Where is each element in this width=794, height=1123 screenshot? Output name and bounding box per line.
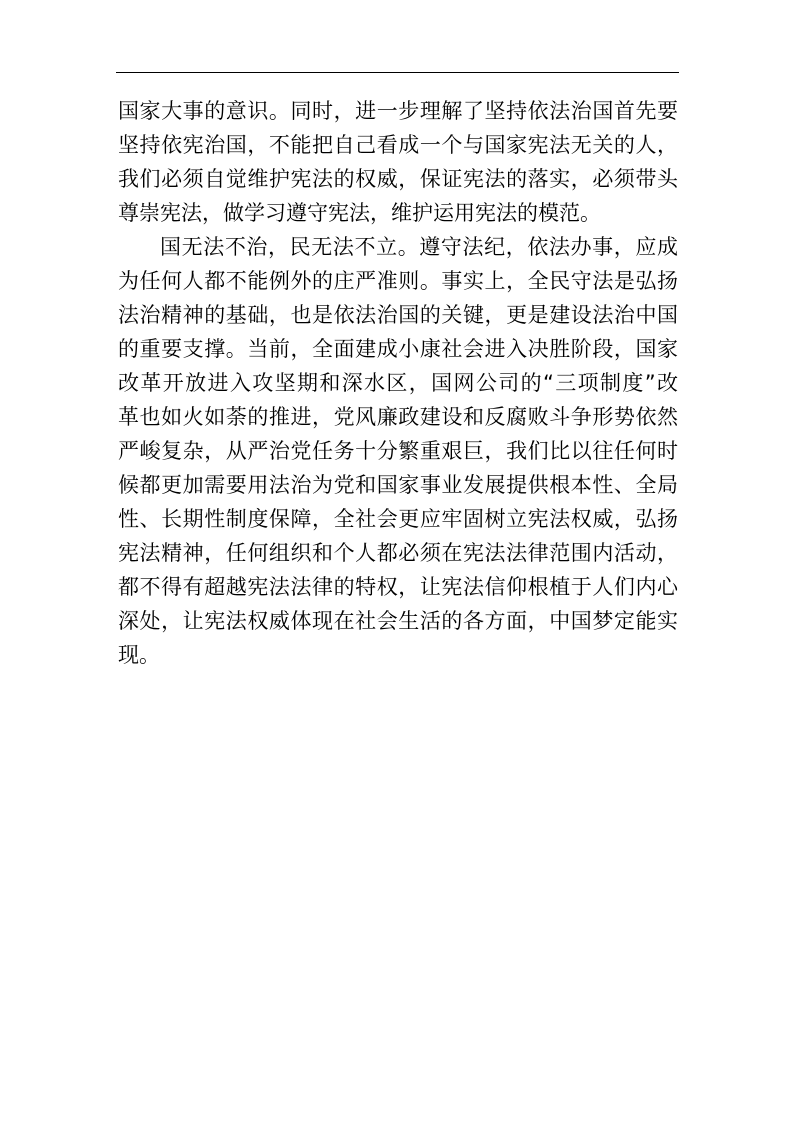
text-line: 改革开放进入攻坚期和深水区，国网公司的“三项制度”改 — [118, 371, 678, 395]
text-line: 国家大事的意识。同时，进一步理解了坚持依法治国首先要 — [118, 99, 678, 123]
text-line: 坚持依宪治国，不能把自己看成一个与国家宪法无关的人， — [118, 133, 678, 157]
text-line: 候都更加需要用法治为党和国家事业发展提供根本性、全局 — [118, 473, 678, 497]
text-line: 我们必须自觉维护宪法的权威，保证宪法的落实，必须带头 — [118, 167, 678, 191]
text-line: 严峻复杂，从严治党任务十分繁重艰巨，我们比以往任何时 — [118, 439, 678, 463]
text-line: 为任何人都不能例外的庄严准则。事实上，全民守法是弘扬 — [118, 269, 678, 293]
text-line: 深处，让宪法权威体现在社会生活的各方面，中国梦定能实 — [118, 609, 678, 633]
text-line: 宪法精神，任何组织和个人都必须在宪法法律范围内活动， — [118, 541, 678, 565]
paragraph-1 — [118, 94, 678, 230]
text-line: 性、长期性制度保障，全社会更应牢固树立宪法权威，弘扬 — [118, 507, 678, 531]
text-line: 的重要支撑。当前，全面建成小康社会进入决胜阶段，国家 — [118, 337, 678, 361]
text-line: 国无法不治，民无法不立。遵守法纪，依法办事，应成 — [160, 235, 678, 259]
paragraph-2 — [118, 230, 678, 672]
text-line: 革也如火如荼的推进，党风廉政建设和反腐败斗争形势依然 — [118, 405, 678, 429]
text-line: 现。 — [118, 643, 160, 667]
text-line: 都不得有超越宪法法律的特权，让宪法信仰根植于人们内心 — [118, 575, 678, 599]
header-rule — [116, 72, 679, 73]
text-line: 尊崇宪法，做学习遵守宪法，维护运用宪法的模范。 — [118, 201, 601, 225]
document-body — [118, 94, 678, 672]
text-line: 法治精神的基础，也是依法治国的关键，更是建设法治中国 — [118, 303, 678, 327]
